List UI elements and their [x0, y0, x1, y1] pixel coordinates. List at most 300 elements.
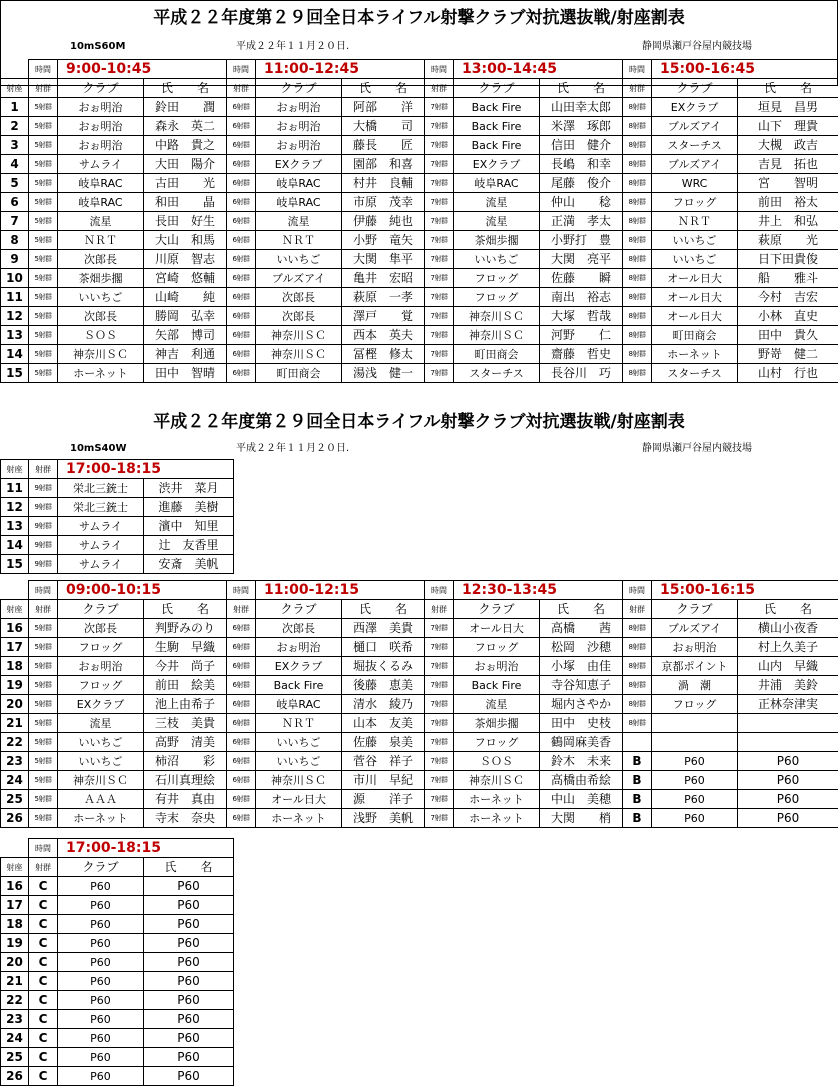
group-cell: 7射群: [425, 771, 454, 790]
group-cell: 5射群: [29, 714, 58, 733]
group-cell: 6射群: [227, 98, 256, 117]
group-cell: 9射群: [29, 536, 58, 555]
group-cell: 8射群: [623, 250, 652, 269]
name-header: 氏 名: [738, 79, 838, 98]
club-cell: 次郎長: [256, 307, 342, 326]
club-cell: [652, 733, 738, 752]
table-row: [1, 752, 838, 771]
group-cell: 7射群: [425, 174, 454, 193]
group-cell: 7射群: [425, 117, 454, 136]
time-slot: 11:00-12:45: [256, 60, 425, 79]
name-cell: 山村 行也: [738, 364, 838, 383]
name-cell: 長嶋 和幸: [540, 155, 623, 174]
group-header: 射群: [425, 79, 454, 98]
name-cell: 宮 智明: [738, 174, 838, 193]
club-cell: 次郎長: [256, 619, 342, 638]
lane-number: 24: [1, 1029, 29, 1048]
group-cell: 8射群: [623, 676, 652, 695]
group-cell: 7射群: [425, 212, 454, 231]
group-cell: 6射群: [227, 771, 256, 790]
group-header: 射群: [29, 600, 58, 619]
name-cell: 船 雅斗: [738, 269, 838, 288]
club-cell: おぉ明治: [256, 638, 342, 657]
club-cell: EXクラブ: [454, 155, 540, 174]
name-cell: 前田 裕太: [738, 193, 838, 212]
group-cell: B: [623, 752, 652, 771]
name-cell: 河野 仁: [540, 326, 623, 345]
group-cell: 6射群: [227, 790, 256, 809]
club-cell: ブルズアイ: [652, 155, 738, 174]
group-cell: 5射群: [29, 288, 58, 307]
name-cell: 西本 英夫: [342, 326, 425, 345]
name-header: 氏 名: [144, 600, 227, 619]
group-cell: 7射群: [425, 619, 454, 638]
group-cell: C: [29, 877, 58, 896]
name-cell: 菅谷 祥子: [342, 752, 425, 771]
name-cell: 湯浅 健一: [342, 364, 425, 383]
club-cell: フロッグ: [454, 288, 540, 307]
group-cell: 8射群: [623, 117, 652, 136]
lane-number: 21: [1, 972, 29, 991]
lane-number: 23: [1, 752, 29, 771]
group-header: 射群: [623, 79, 652, 98]
table-row: [1, 638, 838, 657]
name-cell: 安斎 美帆: [144, 555, 234, 574]
group-cell: 6射群: [227, 752, 256, 771]
time-label: 時間: [29, 839, 58, 858]
name-cell: 中山 美穂: [540, 790, 623, 809]
group-cell: C: [29, 1029, 58, 1048]
group-cell: 7射群: [425, 790, 454, 809]
name-cell: 山崎 純: [144, 288, 227, 307]
group-cell: 5射群: [29, 307, 58, 326]
table-row: [1, 98, 838, 117]
group-cell: 5射群: [29, 695, 58, 714]
name-cell: 樋口 咲希: [342, 638, 425, 657]
club-cell: P60: [58, 896, 144, 915]
time-slot: 15:00-16:15: [652, 581, 838, 600]
name-cell: 高橋 茜: [540, 619, 623, 638]
club-cell: サムライ: [58, 555, 144, 574]
name-cell: 日下田貴俊: [738, 250, 838, 269]
name-cell: 仲山 稔: [540, 193, 623, 212]
group-cell: 6射群: [227, 193, 256, 212]
club-cell: 岐阜RAC: [256, 174, 342, 193]
club-header: クラブ: [58, 858, 144, 877]
lane-number: 5: [1, 174, 29, 193]
group-cell: 6射群: [227, 288, 256, 307]
time-slot: 9:00-10:45: [58, 60, 227, 79]
table-row: [1, 231, 838, 250]
group-cell: 5射群: [29, 117, 58, 136]
club-cell: おぉ明治: [256, 136, 342, 155]
club-cell: ＮＲＴ: [256, 714, 342, 733]
table-row: [1, 364, 838, 383]
club-cell: P60: [58, 1029, 144, 1048]
name-cell: 信田 健介: [540, 136, 623, 155]
name-cell: P60: [144, 915, 234, 934]
name-cell: 高橋由希絵: [540, 771, 623, 790]
group-cell: 6射群: [227, 364, 256, 383]
club-cell: いいちご: [58, 752, 144, 771]
club-cell: オール日大: [256, 790, 342, 809]
group-cell: B: [623, 771, 652, 790]
group-cell: C: [29, 915, 58, 934]
name-cell: P60: [144, 953, 234, 972]
name-cell: 大橋 司: [342, 117, 425, 136]
table-row: [1, 991, 234, 1010]
lane-number: 2: [1, 117, 29, 136]
group-cell: 8射群: [623, 136, 652, 155]
name-cell: 前田 絵美: [144, 676, 227, 695]
group-cell: 7射群: [425, 98, 454, 117]
group-cell: 8射群: [623, 269, 652, 288]
group-cell: 7射群: [425, 809, 454, 828]
group-cell: 8射群: [623, 638, 652, 657]
name-cell: 判野みのり: [144, 619, 227, 638]
club-cell: P60: [58, 972, 144, 991]
group-cell: 7射群: [425, 714, 454, 733]
group-cell: 6射群: [227, 174, 256, 193]
group-header: 射群: [29, 460, 58, 479]
name-cell: 三枝 美貴: [144, 714, 227, 733]
name-cell: 井上 和弘: [738, 212, 838, 231]
club-cell: いいちご: [652, 250, 738, 269]
name-cell: 小野打 豊: [540, 231, 623, 250]
name-cell: P60: [738, 752, 838, 771]
club-cell: オール日大: [652, 288, 738, 307]
group-cell: 5射群: [29, 809, 58, 828]
club-header: クラブ: [454, 79, 540, 98]
club-cell: EXクラブ: [652, 98, 738, 117]
lane-number: 26: [1, 1067, 29, 1086]
name-cell: 古田 光: [144, 174, 227, 193]
name-cell: 山下 理貴: [738, 117, 838, 136]
event-code-40w: 10mS40W: [70, 442, 126, 456]
group-cell: 7射群: [425, 638, 454, 657]
lane-number: 17: [1, 896, 29, 915]
club-cell: EXクラブ: [58, 695, 144, 714]
lane-number: 11: [1, 479, 29, 498]
lane-number: 22: [1, 733, 29, 752]
group-cell: 8射群: [623, 231, 652, 250]
group-cell: 8射群: [623, 714, 652, 733]
club-cell: 岐阜RAC: [58, 193, 144, 212]
group-header: 射群: [29, 858, 58, 877]
venue-60m: 静岡県瀬戸谷屋内競技場: [642, 40, 752, 54]
group-header: 射群: [623, 600, 652, 619]
club-cell: サムライ: [58, 155, 144, 174]
name-cell: 有井 真由: [144, 790, 227, 809]
group-cell: 5射群: [29, 733, 58, 752]
table-row: [1, 555, 234, 574]
club-cell: P60: [58, 1010, 144, 1029]
lane-number: 12: [1, 498, 29, 517]
name-cell: 西澤 美貴: [342, 619, 425, 638]
club-cell: [652, 714, 738, 733]
name-cell: 後藤 恵美: [342, 676, 425, 695]
name-cell: 阿部 洋: [342, 98, 425, 117]
time-slot: 17:00-18:15: [58, 839, 234, 858]
group-cell: C: [29, 1067, 58, 1086]
group-cell: 6射群: [227, 638, 256, 657]
group-cell: C: [29, 1010, 58, 1029]
name-cell: 正林奈津実: [738, 695, 838, 714]
corner-cell: [1, 839, 29, 858]
table-row: [1, 345, 838, 364]
club-cell: EXクラブ: [256, 657, 342, 676]
table-row: [1, 714, 838, 733]
club-cell: 神奈川ＳＣ: [256, 771, 342, 790]
club-cell: オール日大: [454, 619, 540, 638]
group-cell: 5射群: [29, 155, 58, 174]
lane-number: 12: [1, 307, 29, 326]
group-cell: 7射群: [425, 657, 454, 676]
club-cell: フロッグ: [58, 676, 144, 695]
group-cell: 6射群: [227, 155, 256, 174]
club-cell: フロッグ: [58, 638, 144, 657]
name-cell: P60: [738, 790, 838, 809]
time-slot: 17:00-18:15: [58, 460, 234, 479]
group-cell: 6射群: [227, 136, 256, 155]
club-cell: オール日大: [652, 307, 738, 326]
club-cell: EXクラブ: [256, 155, 342, 174]
lane-number: 24: [1, 771, 29, 790]
lane-number: 14: [1, 345, 29, 364]
club-cell: ＡＡＡ: [58, 790, 144, 809]
lane-number: 19: [1, 676, 29, 695]
club-cell: ブルズアイ: [652, 117, 738, 136]
lane-number: 19: [1, 934, 29, 953]
group-cell: 7射群: [425, 345, 454, 364]
name-header: 氏 名: [144, 79, 227, 98]
group-cell: 6射群: [227, 714, 256, 733]
club-cell: 茶畑歩擱: [454, 714, 540, 733]
name-cell: 長谷川 巧: [540, 364, 623, 383]
name-cell: 大関 亮平: [540, 250, 623, 269]
lane-number: 25: [1, 790, 29, 809]
club-header: クラブ: [652, 79, 738, 98]
name-header: 氏 名: [738, 600, 838, 619]
club-cell: いいちご: [454, 250, 540, 269]
name-cell: 宮崎 悠輔: [144, 269, 227, 288]
lane-number: 4: [1, 155, 29, 174]
club-cell: フロッグ: [454, 269, 540, 288]
group-header: 射群: [29, 79, 58, 98]
club-cell: 流星: [454, 212, 540, 231]
group-cell: 7射群: [425, 733, 454, 752]
club-cell: 岐阜RAC: [256, 193, 342, 212]
group-cell: 9射群: [29, 555, 58, 574]
club-cell: サムライ: [58, 536, 144, 555]
club-cell: P60: [58, 991, 144, 1010]
lane-number: 23: [1, 1010, 29, 1029]
time-label: 時間: [425, 581, 454, 600]
club-cell: Back Fire: [454, 98, 540, 117]
group-cell: 8射群: [623, 98, 652, 117]
group-cell: 8射群: [623, 193, 652, 212]
time-slot: 13:00-14:45: [454, 60, 623, 79]
club-cell: ＮＲＴ: [652, 212, 738, 231]
group-cell: 6射群: [227, 231, 256, 250]
s40w-final-table: [0, 838, 234, 1086]
time-label: 時間: [623, 581, 652, 600]
club-cell: P60: [652, 752, 738, 771]
group-cell: 8射群: [623, 345, 652, 364]
name-cell: P60: [144, 877, 234, 896]
name-cell: P60: [144, 1029, 234, 1048]
club-cell: 町田商会: [652, 326, 738, 345]
name-cell: 寺末 奈央: [144, 809, 227, 828]
group-cell: 6射群: [227, 676, 256, 695]
name-cell: 松岡 沙穂: [540, 638, 623, 657]
group-cell: 9射群: [29, 517, 58, 536]
group-cell: 6射群: [227, 269, 256, 288]
club-cell: ＳＯＳ: [58, 326, 144, 345]
name-cell: 中路 貴之: [144, 136, 227, 155]
club-cell: おぉ明治: [58, 98, 144, 117]
group-cell: 6射群: [227, 695, 256, 714]
name-cell: 田中 貴久: [738, 326, 838, 345]
name-cell: 勝岡 弘幸: [144, 307, 227, 326]
club-cell: フロッグ: [454, 638, 540, 657]
name-cell: 和田 晶: [144, 193, 227, 212]
name-cell: 山本 友美: [342, 714, 425, 733]
name-cell: 大槻 政吉: [738, 136, 838, 155]
corner-cell: [1, 581, 29, 600]
name-cell: 大関 隼平: [342, 250, 425, 269]
lane-number: 8: [1, 231, 29, 250]
page-title-60m: 平成２２年度第２９回全日本ライフル射撃クラブ対抗選抜戦/射座割表: [0, 6, 838, 30]
name-cell: 藤長 匠: [342, 136, 425, 155]
name-cell: P60: [738, 771, 838, 790]
club-cell: Back Fire: [454, 136, 540, 155]
name-cell: 小野 竜矢: [342, 231, 425, 250]
table-row: [1, 288, 838, 307]
club-cell: いいちご: [58, 733, 144, 752]
club-cell: ＮＲＴ: [256, 231, 342, 250]
club-cell: サムライ: [58, 517, 144, 536]
group-cell: B: [623, 790, 652, 809]
name-cell: P60: [144, 934, 234, 953]
club-header: クラブ: [256, 79, 342, 98]
group-cell: 8射群: [623, 155, 652, 174]
name-cell: 佐藤 瞬: [540, 269, 623, 288]
club-cell: 岐阜RAC: [58, 174, 144, 193]
group-cell: 5射群: [29, 231, 58, 250]
club-cell: ブルズアイ: [256, 269, 342, 288]
club-header: クラブ: [256, 600, 342, 619]
group-cell: 5射群: [29, 790, 58, 809]
name-cell: 渋井 菜月: [144, 479, 234, 498]
lane-number: 10: [1, 269, 29, 288]
name-cell: 南出 裕志: [540, 288, 623, 307]
table-row: [1, 250, 838, 269]
name-header: 氏 名: [540, 79, 623, 98]
name-cell: 濱中 知里: [144, 517, 234, 536]
club-cell: ホーネット: [652, 345, 738, 364]
group-cell: 7射群: [425, 250, 454, 269]
group-cell: 7射群: [425, 307, 454, 326]
table-row: [1, 155, 838, 174]
name-cell: 佐藤 泉美: [342, 733, 425, 752]
table-row: [1, 695, 838, 714]
table-row: [1, 174, 838, 193]
group-cell: 8射群: [623, 695, 652, 714]
name-cell: 田中 智晴: [144, 364, 227, 383]
name-cell: 小塚 由佳: [540, 657, 623, 676]
group-cell: 7射群: [425, 136, 454, 155]
event-date-40w: 平成２２年１１月２０日.: [236, 442, 349, 456]
club-cell: ＳＯＳ: [454, 752, 540, 771]
club-cell: おぉ明治: [58, 136, 144, 155]
group-cell: 9射群: [29, 498, 58, 517]
group-cell: 6射群: [227, 117, 256, 136]
club-cell: P60: [58, 953, 144, 972]
club-cell: 流星: [256, 212, 342, 231]
lane-number: 26: [1, 809, 29, 828]
name-cell: 澤戸 覚: [342, 307, 425, 326]
club-cell: おぉ明治: [256, 98, 342, 117]
lane-number: 1: [1, 98, 29, 117]
group-cell: 8射群: [623, 657, 652, 676]
club-cell: P60: [652, 809, 738, 828]
time-label: 時間: [29, 581, 58, 600]
table-row: [1, 676, 838, 695]
group-cell: 9射群: [29, 479, 58, 498]
group-cell: 6射群: [227, 212, 256, 231]
group-cell: 6射群: [227, 733, 256, 752]
table-row: [1, 212, 838, 231]
club-cell: 岐阜RAC: [256, 695, 342, 714]
club-cell: ホーネット: [256, 809, 342, 828]
club-cell: 次郎長: [256, 288, 342, 307]
table-row: [1, 1067, 234, 1086]
table-row: [1, 896, 234, 915]
lane-number: 9: [1, 250, 29, 269]
name-cell: P60: [738, 809, 838, 828]
name-cell: 今井 尚子: [144, 657, 227, 676]
club-cell: 流星: [58, 212, 144, 231]
group-cell: C: [29, 1048, 58, 1067]
name-cell: 神吉 利通: [144, 345, 227, 364]
table-row: [1, 136, 838, 155]
lane-number: 18: [1, 915, 29, 934]
name-cell: 大山 和馬: [144, 231, 227, 250]
group-cell: 8射群: [623, 212, 652, 231]
name-cell: 小林 直史: [738, 307, 838, 326]
name-cell: 池上由希子: [144, 695, 227, 714]
group-cell: B: [623, 809, 652, 828]
name-cell: 伊藤 純也: [342, 212, 425, 231]
group-cell: 5射群: [29, 364, 58, 383]
group-cell: 5射群: [29, 174, 58, 193]
club-cell: ホーネット: [58, 809, 144, 828]
club-cell: 神奈川ＳＣ: [58, 771, 144, 790]
group-cell: 7射群: [425, 269, 454, 288]
group-cell: 7射群: [425, 752, 454, 771]
club-cell: 栄北三銃士: [58, 498, 144, 517]
club-cell: スターチス: [454, 364, 540, 383]
club-cell: 町田商会: [256, 364, 342, 383]
club-header: クラブ: [58, 600, 144, 619]
club-cell: 京都ポイント: [652, 657, 738, 676]
lane-number: 18: [1, 657, 29, 676]
club-cell: いいちご: [58, 288, 144, 307]
group-cell: 7射群: [425, 193, 454, 212]
club-cell: ブルズアイ: [652, 619, 738, 638]
group-header: 射群: [425, 600, 454, 619]
